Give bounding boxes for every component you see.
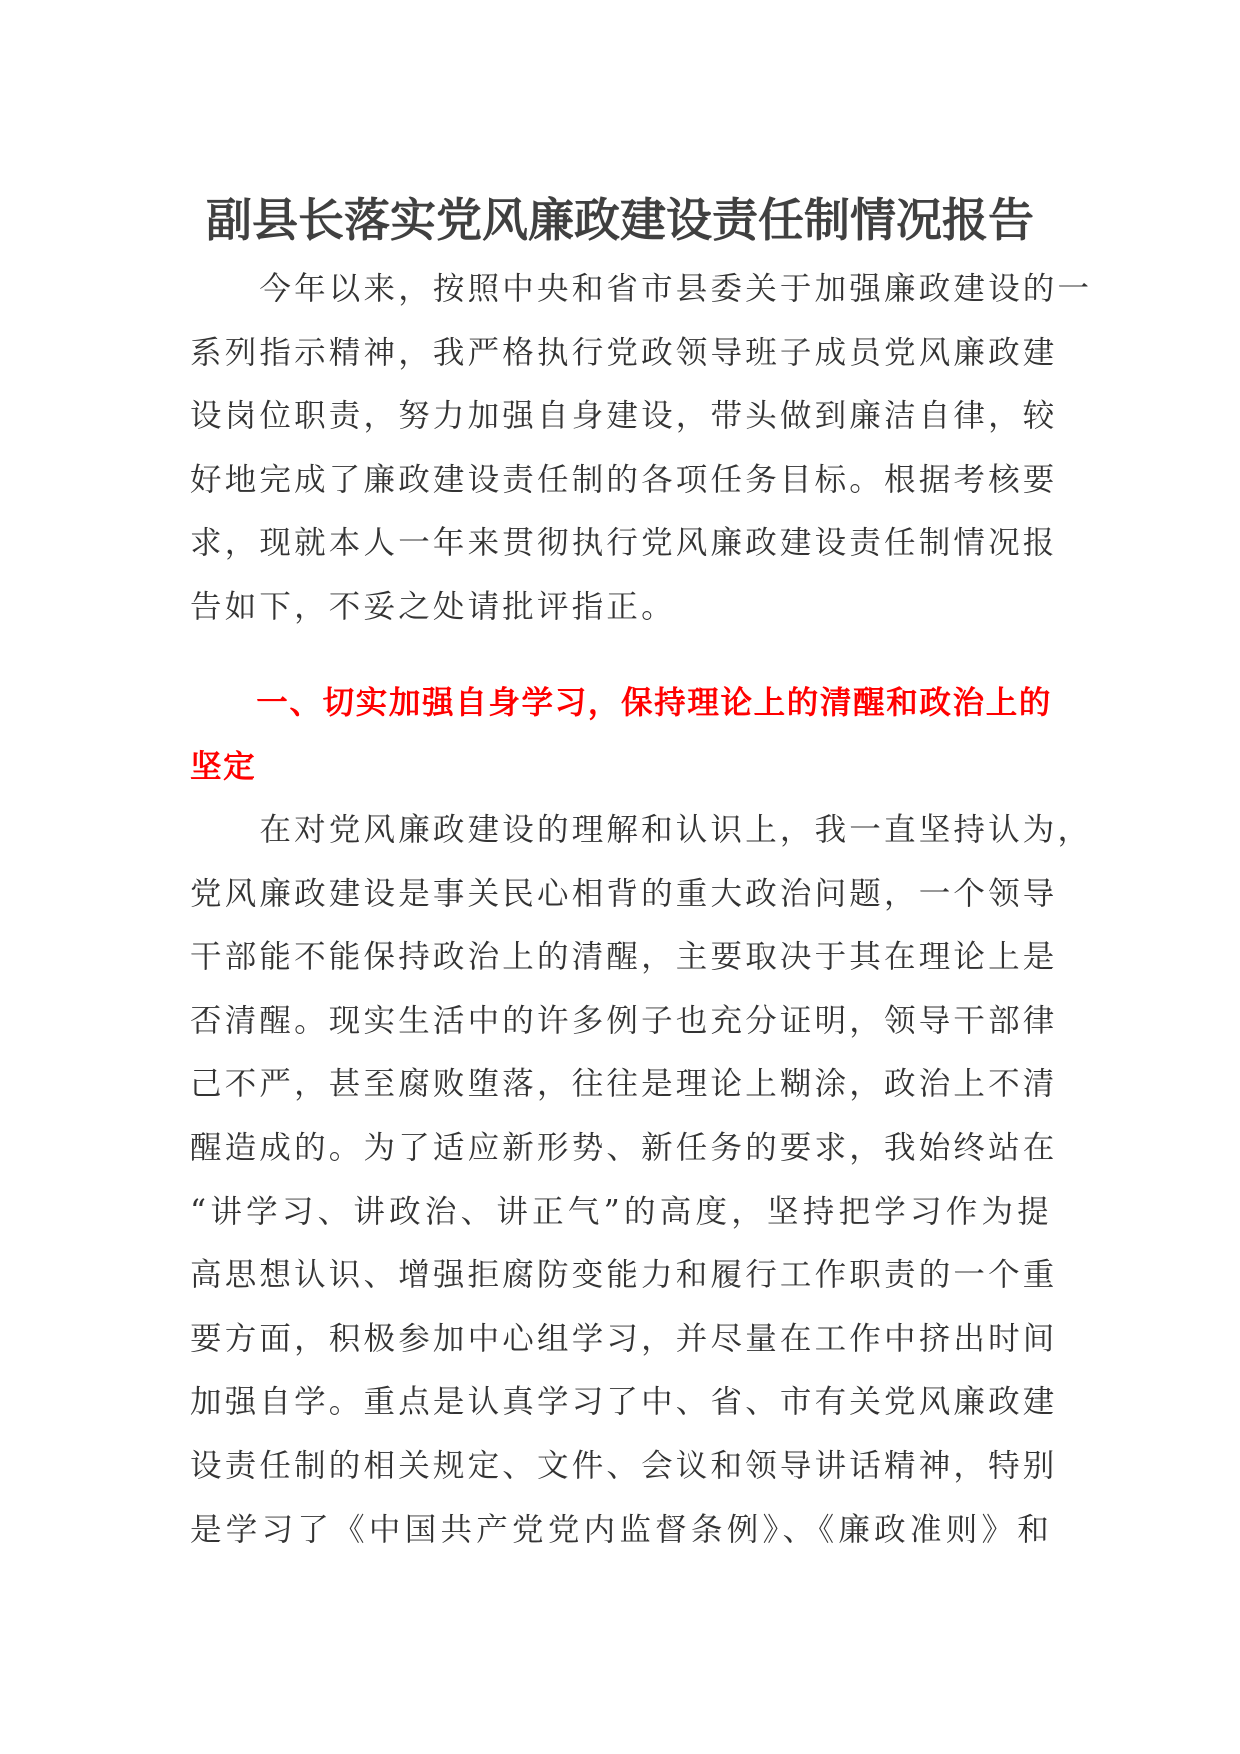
section-1-paragraph — [190, 799, 1093, 1562]
text-line: 求，现就本人一年来贯彻执行党风廉政建设责任制情况报 — [190, 525, 1058, 562]
text-line: 干部能不能保持政治上的清醒，主要取决于其在理论上是 — [190, 939, 1058, 976]
text-line: 党风廉政建设是事关民心相背的重大政治问题，一个领导 — [190, 875, 1058, 912]
text-line: 加强自学。重点是认真学习了中、省、市有关党风廉政建 — [190, 1384, 1058, 1421]
text-line: 设岗位职责，努力加强自身建设，带头做到廉洁自律，较 — [190, 398, 1058, 435]
section-heading-1 — [190, 672, 1052, 799]
heading-line: 坚定 — [190, 748, 257, 785]
text-line: 好地完成了廉政建设责任制的各项任务目标。根据考核要 — [190, 461, 1058, 498]
text-line: 是学习了《中国共产党党内监督条例》、《廉政准则》和 — [190, 1511, 1052, 1548]
document-title: 副县长落实党风廉政建设责任制情况报告 — [206, 193, 1034, 247]
text-line: 今年以来，按照中央和省市县委关于加强廉政建设的一 — [190, 271, 1093, 307]
text-line: 要方面，积极参加中心组学习，并尽量在工作中挤出时间 — [190, 1320, 1058, 1357]
text-line: 否清醒。现实生活中的许多例子也充分证明，领导干部律 — [190, 1002, 1058, 1039]
text-line: “讲学习、讲政治、讲正气”的高度，坚持把学习作为提 — [190, 1193, 1052, 1230]
text-line: 告如下，不妥之处请批评指正。 — [190, 588, 676, 625]
text-line: 高思想认识、增强拒腐防变能力和履行工作职责的一个重 — [190, 1257, 1058, 1294]
text-line: 己不严，甚至腐败堕落，往往是理论上糊涂，政治上不清 — [190, 1066, 1058, 1103]
text-line: 在对党风廉政建设的理解和认识上，我一直坚持认为， — [190, 812, 1093, 848]
text-line: 醒造成的。为了适应新形势、新任务的要求，我始终站在 — [190, 1129, 1058, 1166]
intro-paragraph — [190, 258, 1093, 640]
text-line: 系列指示精神，我严格执行党政领导班子成员党风廉政建 — [190, 334, 1058, 371]
text-line: 设责任制的相关规定、文件、会议和领导讲话精神，特别 — [190, 1447, 1058, 1484]
heading-line: 一、切实加强自身学习，保持理论上的清醒和政治上的 — [190, 685, 1052, 721]
